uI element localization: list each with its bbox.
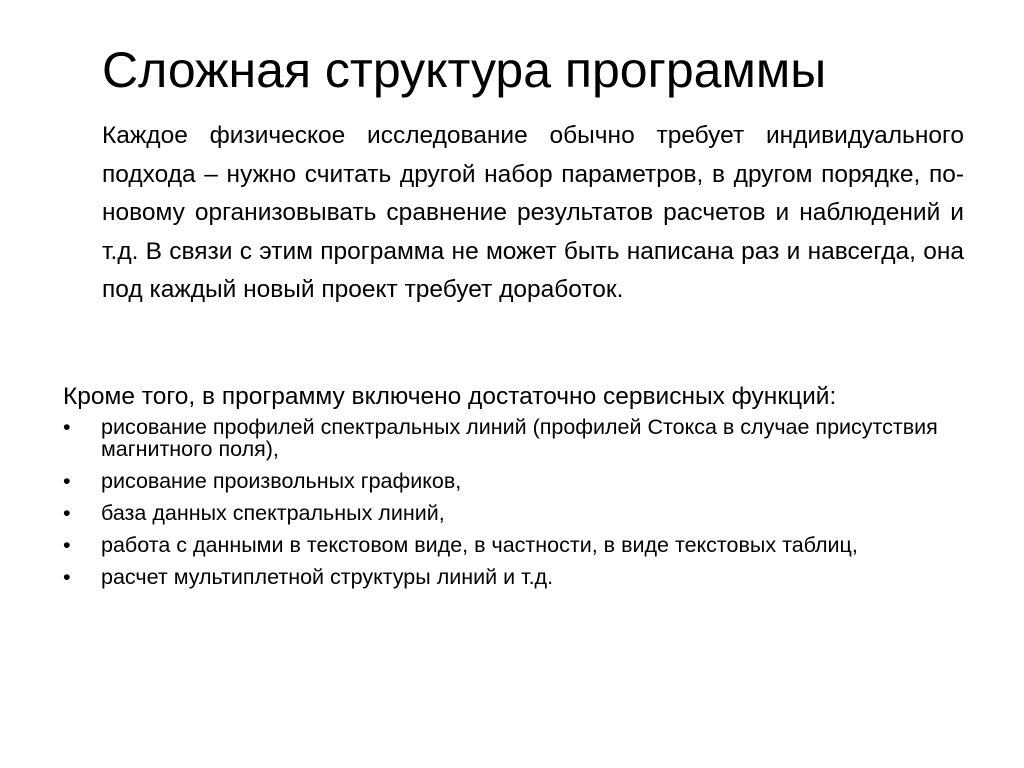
bullet-icon: • — [63, 469, 71, 493]
list-item-text: расчет мультиплетной структуры линий и т.д. — [101, 565, 554, 589]
services-intro: Кроме того, в программу включено достаточно сервисных функций: — [63, 383, 837, 410]
bullet-icon: • — [63, 533, 71, 557]
list-item — [63, 470, 963, 492]
list-item-text: работа с данными в текстовом виде, в частности, в виде текстовых таблиц, — [101, 533, 858, 557]
bullet-icon: • — [63, 565, 71, 589]
list-item-text: рисование произвольных графиков, — [101, 469, 462, 493]
list-item — [63, 566, 963, 588]
list-item-text: база данных спектральных линий, — [101, 501, 445, 525]
services-list — [63, 416, 963, 598]
list-item-text: рисование профилей спектральных линий (профилей Стокса в случае присутствия магнитного поля), — [101, 415, 938, 461]
list-item — [63, 416, 963, 460]
list-item — [63, 534, 963, 556]
bullet-icon: • — [63, 501, 71, 525]
list-item — [63, 502, 963, 524]
slide-title: Сложная структура программы — [102, 42, 827, 98]
body-paragraph: Каждое физическое исследование обычно требует индивидуального подхода – нужно считать другой набор параметров, в другом порядке, по-новому организовывать сравнение результатов расчетов и наблюдений и т.д. В связи с этим программа не может быть написана раз и навсегда, она под каждый новый проект требует доработок. — [102, 122, 964, 303]
bullet-icon: • — [63, 415, 71, 439]
